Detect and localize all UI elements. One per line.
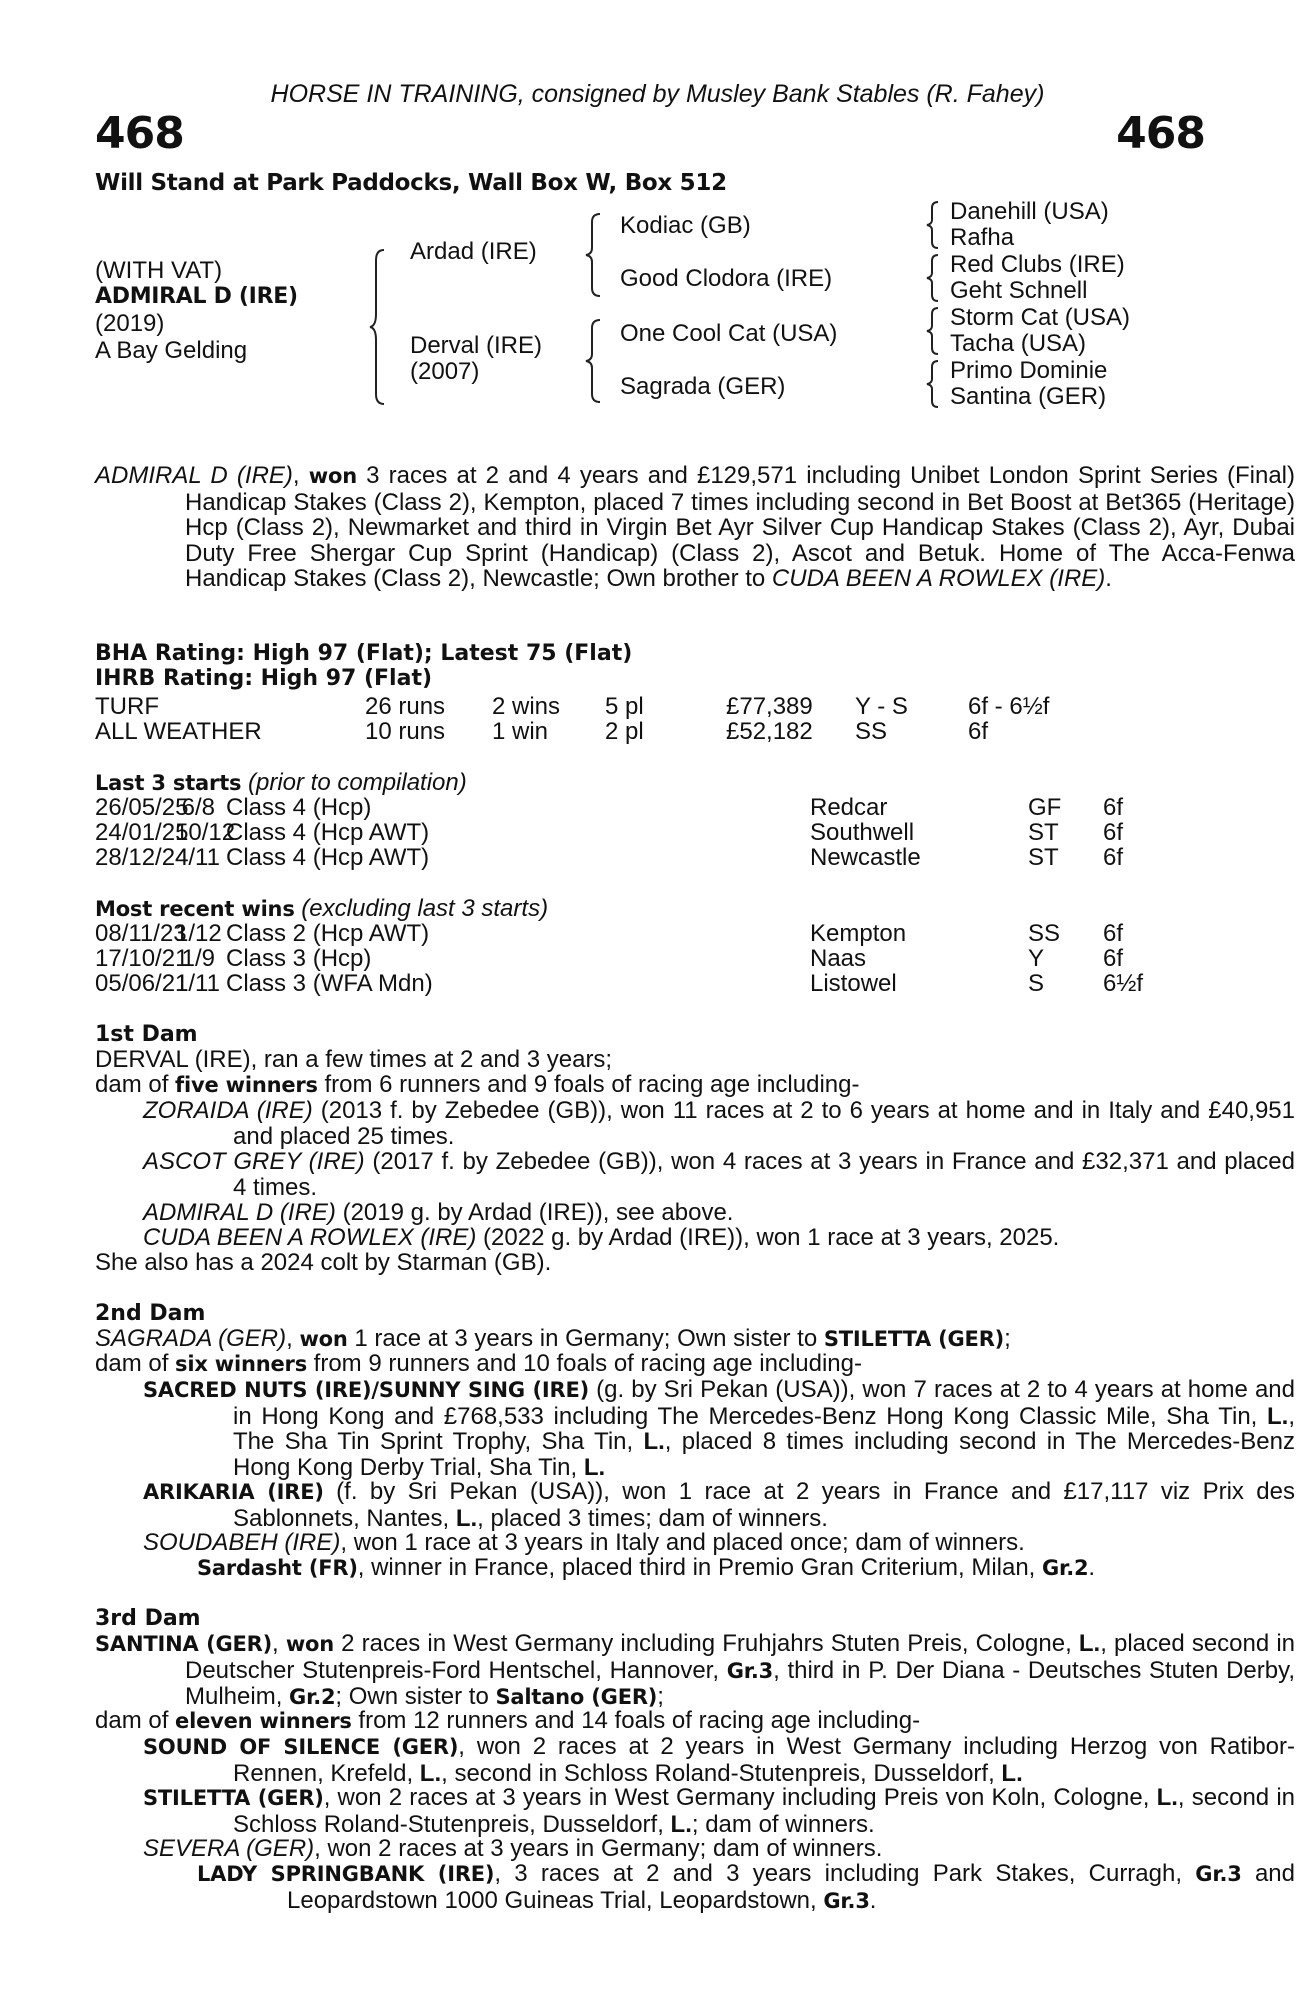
form-distance: 6f <box>1103 920 1124 947</box>
form-course: Kempton <box>810 920 907 947</box>
form-course: Naas <box>810 945 867 972</box>
form-going: S <box>1028 970 1045 997</box>
brother-name: Saltano (GER) <box>495 1685 658 1709</box>
listed-label: L. <box>419 1759 442 1787</box>
offspring-ascot-grey <box>143 1149 1295 1200</box>
third-dam-line: SANTINA (GER), won 2 races in West Germany including Fruhjahrs Stuten Preis, Cologne, L., placed second in Deutscher Stutenpreis-Ford Hentschel, Hannover, Gr.3, third in P. Der Diana - Deutsches Stuten Derby, Mulheim, Gr.2; Own sister to Saltano (GER); <box>95 1630 1295 1710</box>
horse-description: A Bay Gelding <box>95 337 248 364</box>
group-label: Gr.3 <box>726 1658 774 1683</box>
record-placed: 2 pl <box>605 718 644 745</box>
offspring-text: (2017 f. by Zebedee (GB)), won 4 races at 3 years in France and £32,371 and placed 4 times. <box>233 1148 1295 1201</box>
dam-of-rest: from 9 runners and 10 foals of racing age including- <box>307 1350 862 1377</box>
record-prize: £77,389 <box>726 693 813 720</box>
last-starts-heading <box>95 769 467 797</box>
dam-of-winners: eleven winners <box>175 1709 352 1733</box>
won-label: won <box>285 1632 335 1656</box>
form-position: 1/12 <box>175 920 222 947</box>
dam-of-rest: from 12 runners and 14 foals of racing age including- <box>351 1707 921 1734</box>
stabling-location: Will Stand at Park Paddocks, Wall Box W, Box 512 <box>95 170 727 196</box>
form-distance: 6f <box>1103 945 1124 972</box>
pedigree-brace-sire <box>584 212 604 298</box>
offspring-text: , The Sha Tin Sprint Trophy, Sha Tin, <box>233 1402 1295 1455</box>
offspring-text: , winner in France, placed third in Premio Gran Criterium, Milan, <box>357 1554 1043 1581</box>
listed-label: L. <box>1267 1402 1289 1430</box>
record-going: Y - S <box>855 693 908 720</box>
summary-end: . <box>1105 565 1112 592</box>
form-row <box>95 920 1215 946</box>
form-date: 08/11/23 <box>95 920 187 947</box>
offspring-name: Sardasht (FR) <box>197 1556 358 1580</box>
form-position: 10/12 <box>175 819 236 846</box>
pedigree-brace-g3-1 <box>924 200 942 250</box>
first-dam-footer: She also has a 2024 colt by Starman (GB). <box>95 1249 552 1276</box>
offspring-lady-springbank <box>197 1861 1295 1914</box>
summary-text: 3 races at 2 and 4 years and £129,571 including Unibet London Sprint Series (Final) Handicap Stakes (Class 2), Kempton, placed 7 times including second in Bet Boost at Bet365 (Heritage) Hcp (Class 2), Newmarket and third in Virgin Bet Ayr Silver Cup Handicap Stakes (Class 2), Ayr, Dubai Duty Free Shergar Cup Sprint (Handicap) (Class 2), Ascot and Betuk. Home of The Acca-Fenwa Handicap Stakes (Class 2), Newcastle; Own brother to <box>185 462 1296 592</box>
form-position: 1/11 <box>175 970 220 997</box>
consignment-line: HORSE IN TRAINING, consigned by Musley Bank Stables (R. Fahey) <box>270 80 1045 108</box>
form-distance: 6f <box>1103 794 1124 821</box>
offspring-name: ASCOT GREY (IRE) <box>143 1148 365 1175</box>
form-distance: 6½f <box>1103 970 1144 997</box>
record-distance: 6f <box>968 718 989 745</box>
form-row <box>95 945 1215 971</box>
pedigree-brace-dam <box>584 318 604 404</box>
g3-santina: Santina (GER) <box>950 383 1107 410</box>
record-surface: ALL WEATHER <box>95 718 262 745</box>
dam-of-text: dam of <box>95 1350 176 1377</box>
offspring-text: (f. by Sri Pekan (USA)), won 1 race at 2 years in France and £17,117 viz Prix des Sablonnets, Nantes, <box>233 1478 1295 1532</box>
form-race: Class 4 (Hcp AWT) <box>226 819 430 846</box>
form-race: Class 4 (Hcp AWT) <box>226 844 430 871</box>
sire-sire: Kodiac (GB) <box>620 212 751 239</box>
form-distance: 6f <box>1103 819 1124 846</box>
second-dam-name: SAGRADA (GER) <box>95 1325 287 1352</box>
offspring-sardasht <box>197 1555 1095 1582</box>
dam-of-winners: six winners <box>175 1352 307 1376</box>
g3-rafha: Rafha <box>950 224 1015 251</box>
dam-of-text: dam of <box>95 1071 176 1098</box>
first-dam-produce <box>95 1072 859 1099</box>
offspring-text: (2022 g. by Ardad (IRE)), won 1 race at 3 years, 2025. <box>476 1224 1060 1251</box>
form-course: Listowel <box>810 970 897 997</box>
offspring-name: ZORAIDA (IRE) <box>143 1097 313 1124</box>
form-course: Southwell <box>810 819 915 846</box>
form-race: Class 3 (Hcp) <box>226 945 372 972</box>
form-row <box>95 970 1215 996</box>
ihrb-rating: IHRB Rating: High 97 (Flat) <box>95 666 433 691</box>
offspring-text: and Leopardstown 1000 Guineas Trial, Leopardstown, <box>287 1860 1296 1914</box>
second-dam-line: SAGRADA (GER), won 1 race at 3 years in Germany; Own sister to STILETTA (GER); <box>95 1325 1011 1352</box>
record-distance: 6f - 6½f <box>968 693 1050 720</box>
offspring-name: SACRED NUTS (IRE)/SUNNY SING (IRE) <box>143 1378 590 1402</box>
dam-of-text: dam of <box>95 1707 176 1734</box>
summary-horse-name: ADMIRAL D (IRE) <box>95 462 293 489</box>
g3-geht-schnell: Geht Schnell <box>950 277 1088 304</box>
recent-wins-title: Most recent wins <box>95 897 295 921</box>
group-label: Gr.2 <box>289 1685 336 1709</box>
offspring-sound-of-silence <box>143 1734 1295 1786</box>
last-starts-note: (prior to compilation) <box>248 769 467 796</box>
form-row <box>95 819 1215 845</box>
offspring-text: , won 1 race at 3 years in Italy and placed once; dam of winners. <box>340 1529 1025 1556</box>
third-dam-text: , third in P. Der Diana - Deutsches Stuten Derby, Mulheim, <box>185 1656 1295 1710</box>
g3-danehill: Danehill (USA) <box>950 198 1109 225</box>
won-label: won <box>299 1327 348 1351</box>
third-dam-text: , placed second in Deutscher Stutenpreis-Ford Hentschel, Hannover, <box>185 1630 1295 1684</box>
form-date: 26/05/25 <box>95 794 189 821</box>
third-dam-text: 2 races in West Germany including Fruhjahrs Stuten Preis, Cologne, <box>334 1630 1079 1657</box>
offspring-soudabeh <box>143 1530 1025 1556</box>
third-dam-text: ; Own sister to <box>335 1683 496 1710</box>
form-course: Redcar <box>810 794 888 821</box>
third-dam-produce <box>95 1708 920 1735</box>
form-date: 05/06/21 <box>95 970 189 997</box>
offspring-text: , second in Schloss Roland-Stutenpreis, Dusseldorf, <box>233 1784 1296 1838</box>
form-row <box>95 794 1215 820</box>
third-dam-heading: 3rd Dam <box>95 1606 201 1631</box>
recent-wins-heading <box>95 895 548 923</box>
record-going: SS <box>855 718 888 745</box>
form-going: Y <box>1028 945 1045 972</box>
form-position: 1/9 <box>181 945 215 972</box>
third-dam-name: SANTINA (GER) <box>95 1632 273 1656</box>
form-going: SS <box>1028 920 1061 947</box>
listed-label: L. <box>455 1504 478 1532</box>
offspring-text: , won 2 races at 3 years in West Germany including Preis von Koln, Cologne, <box>323 1784 1157 1811</box>
listed-label: L. <box>583 1453 606 1481</box>
race-record-summary: ADMIRAL D (IRE), won 3 races at 2 and 4 years and £129,571 including Unibet London Sprint Series (Final) Handicap Stakes (Class 2), Kempton, placed 7 times including second in Bet Boost at Bet365 (Heritage) Hcp (Class 2), Newmarket and third in Virgin Bet Ayr Silver Cup Handicap Stakes (Class 2), Ayr, Dubai Duty Free Shergar Cup Sprint (Handicap) (Class 2), Ascot and Betuk. Home of The Acca-Fenwa Handicap Stakes (Class 2), Newcastle; Own brother to CUDA BEEN A ROWLEX (IRE). <box>95 462 1296 592</box>
period: . <box>1088 1554 1096 1581</box>
group-label: Gr.3 <box>1195 1862 1242 1886</box>
offspring-name: LADY SPRINGBANK (IRE) <box>197 1862 495 1886</box>
offspring-arikaria <box>143 1479 1295 1531</box>
horse-name: ADMIRAL D (IRE) <box>95 284 298 309</box>
form-date: 24/01/25 <box>95 819 189 846</box>
g3-tacha: Tacha (USA) <box>950 330 1087 357</box>
lot-number-right: 468 <box>1116 108 1205 159</box>
listed-label: L. <box>1156 1784 1178 1811</box>
offspring-admiral-d <box>143 1200 733 1226</box>
form-course: Newcastle <box>810 844 921 871</box>
form-date: 28/12/24 <box>95 844 189 871</box>
form-distance: 6f <box>1103 844 1124 871</box>
g3-primo-dominie: Primo Dominie <box>950 357 1108 384</box>
offspring-cuda-been-a-rowlex <box>143 1225 1059 1251</box>
form-race: Class 2 (Hcp AWT) <box>226 920 430 947</box>
offspring-name: ARIKARIA (IRE) <box>143 1480 324 1504</box>
record-runs: 26 runs <box>365 693 446 720</box>
pedigree-brace-main <box>368 248 388 406</box>
offspring-zoraida <box>143 1098 1295 1149</box>
pedigree-brace-g3-4 <box>924 359 942 409</box>
g3-red-clubs: Red Clubs (IRE) <box>950 251 1125 278</box>
listed-label: L. <box>643 1428 665 1455</box>
horse-year: (2019) <box>95 310 165 337</box>
offspring-name: SOUDABEH (IRE) <box>143 1529 341 1556</box>
offspring-stiletta <box>143 1785 1295 1837</box>
offspring-name: STILETTA (GER) <box>143 1786 324 1810</box>
record-row-all-weather <box>95 718 1215 744</box>
form-date: 17/10/21 <box>95 945 189 972</box>
pedigree-brace-g3-3 <box>924 306 942 356</box>
offspring-text: , won 2 races at 2 years in West Germany including Herzog von Ratibor-Rennen, Krefeld, <box>233 1733 1296 1787</box>
offspring-name: CUDA BEEN A ROWLEX (IRE) <box>143 1224 477 1251</box>
form-going: GF <box>1028 794 1062 821</box>
record-placed: 5 pl <box>605 693 644 720</box>
lot-number-left: 468 <box>95 108 184 159</box>
offspring-text: (g. by Sri Pekan (USA)), won 7 races at 2 to 4 years at home and in Hong Kong and £768,533 including The Mercedes-Benz Hong Kong Classic Mile, Sha Tin, <box>233 1376 1295 1430</box>
offspring-name: SOUND OF SILENCE (GER) <box>143 1735 459 1759</box>
offspring-severa <box>143 1836 882 1862</box>
form-row <box>95 844 1215 870</box>
record-wins: 1 win <box>492 718 549 745</box>
form-position: 6/8 <box>181 794 215 821</box>
form-going: ST <box>1028 844 1059 871</box>
first-dam-heading: 1st Dam <box>95 1022 198 1047</box>
sire-name: Ardad (IRE) <box>410 238 537 265</box>
offspring-text: (2019 g. by Ardad (IRE)), see above. <box>335 1199 734 1226</box>
offspring-text: , placed 8 times including second in The Mercedes-Benz Hong Kong Derby Trial, Sha Tin, <box>233 1428 1296 1481</box>
offspring-sacred-nuts <box>143 1377 1295 1480</box>
dam-dam: Sagrada (GER) <box>620 373 786 400</box>
form-race: Class 3 (WFA Mdn) <box>226 970 433 997</box>
g3-storm-cat: Storm Cat (USA) <box>950 304 1131 331</box>
offspring-text: , 3 races at 2 and 3 years including Park Stakes, Curragh, <box>494 1860 1196 1887</box>
group-label: Gr.3 <box>823 1888 870 1913</box>
offspring-text: , second in Schloss Roland-Stutenpreis, Dusseldorf, <box>441 1759 1002 1787</box>
dam-of-rest: from 6 runners and 9 foals of racing age including- <box>317 1071 860 1098</box>
form-position: 4/11 <box>175 844 220 871</box>
dam-sire: One Cool Cat (USA) <box>620 320 838 347</box>
record-wins: 2 wins <box>492 693 561 720</box>
sister-name: STILETTA (GER) <box>823 1327 1005 1351</box>
form-race: Class 4 (Hcp) <box>226 794 372 821</box>
summary-brother: CUDA BEEN A ROWLEX (IRE) <box>771 565 1106 592</box>
record-row-turf <box>95 693 1215 719</box>
offspring-text: , won 2 races at 3 years in Germany; dam of winners. <box>314 1835 883 1862</box>
record-prize: £52,182 <box>726 718 813 745</box>
last-starts-title: Last 3 starts <box>95 771 242 795</box>
second-dam-heading: 2nd Dam <box>95 1301 206 1326</box>
dam-of-winners: five winners <box>175 1073 318 1097</box>
offspring-text: (2013 f. by Zebedee (GB)), won 11 races at 2 to 6 years at home and in Italy and £40,951 and placed 25 times. <box>233 1097 1296 1150</box>
listed-label: L. <box>1001 1759 1023 1787</box>
sire-dam: Good Clodora (IRE) <box>620 265 833 292</box>
record-surface: TURF <box>95 693 159 720</box>
semicolon: ; <box>657 1683 664 1710</box>
offspring-text: ; dam of winners. <box>691 1810 875 1838</box>
summary-won: won <box>308 464 357 488</box>
first-dam-line: DERVAL (IRE), ran a few times at 2 and 3 years; <box>95 1046 613 1073</box>
dam-name: Derval (IRE) <box>410 332 543 359</box>
pedigree-brace-g3-2 <box>924 253 942 303</box>
period: . <box>869 1886 877 1914</box>
second-dam-text: 1 race at 3 years in Germany; Own sister to <box>347 1325 824 1352</box>
offspring-name: ADMIRAL D (IRE) <box>143 1199 336 1226</box>
group-label: Gr.2 <box>1042 1556 1089 1580</box>
second-dam-produce <box>95 1351 862 1378</box>
record-runs: 10 runs <box>365 718 446 745</box>
listed-label: L. <box>670 1810 692 1838</box>
form-going: ST <box>1028 819 1059 846</box>
offspring-name: SEVERA (GER) <box>143 1835 315 1862</box>
listed-label: L. <box>1078 1630 1101 1657</box>
dam-year: (2007) <box>410 358 480 385</box>
vat-label: (WITH VAT) <box>95 257 223 284</box>
bha-rating: BHA Rating: High 97 (Flat); Latest 75 (Flat) <box>95 641 633 666</box>
offspring-text: , placed 3 times; dam of winners. <box>477 1504 828 1532</box>
recent-wins-note: (excluding last 3 starts) <box>301 895 549 922</box>
